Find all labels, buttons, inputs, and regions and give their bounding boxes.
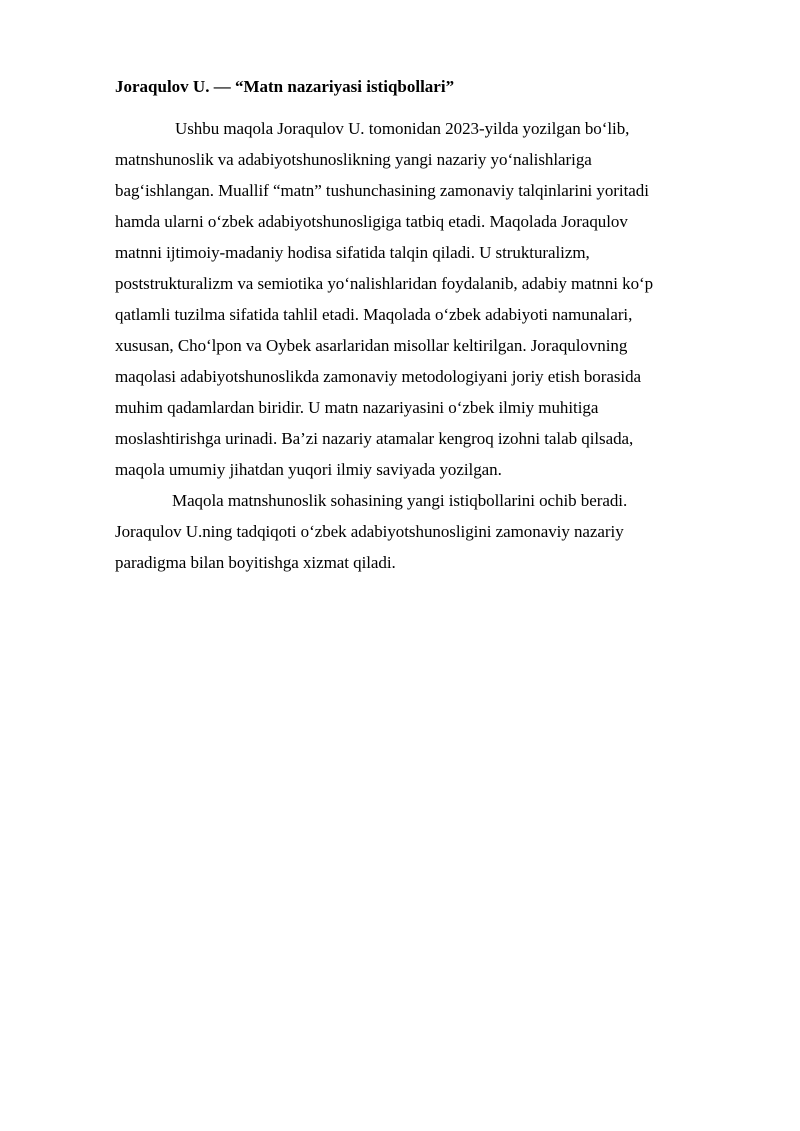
document-body [115, 74, 715, 578]
paragraph-line: Ushbu maqola Joraqulov U. tomonidan 2023-yilda yozilgan bo‘lib, [175, 119, 630, 138]
paragraph-line: xususan, Cho‘lpon va Oybek asarlaridan misollar keltirilgan. Joraqulovning [115, 336, 628, 355]
paragraph-1 [115, 113, 715, 485]
paragraph-line: bag‘ishlangan. Muallif “matn” tushunchasining zamonaviy talqinlarini yoritadi [115, 181, 649, 200]
paragraph-line: matnshunoslik va adabiyotshunoslikning yangi nazariy yo‘nalishlariga [115, 150, 592, 169]
document-title: Joraqulov U. — “Matn nazariyasi istiqbollari” [115, 77, 455, 96]
paragraph-line: Maqola matnshunoslik sohasining yangi istiqbollarini ochib beradi. [172, 491, 628, 510]
paragraph-line: maqolasi adabiyotshunoslikda zamonaviy metodologiyani joriy etish borasida [115, 367, 642, 386]
paragraph-line: poststrukturalizm va semiotika yo‘nalishlaridan foydalanib, adabiy matnni ko‘p [115, 274, 654, 293]
paragraph-line: maqola umumiy jihatdan yuqori ilmiy saviyada yozilgan. [115, 460, 502, 479]
paragraph-line: matnni ijtimoiy-madaniy hodisa sifatida talqin qiladi. U strukturalizm, [115, 243, 590, 262]
paragraph-line: moslashtirishga urinadi. Ba’zi nazariy atamalar kengroq izohni talab qilsada, [115, 429, 634, 448]
paragraph-line: qatlamli tuzilma sifatida tahlil etadi. Maqolada o‘zbek adabiyoti namunalari, [115, 305, 633, 324]
paragraph-line: hamda ularni o‘zbek adabiyotshunosligiga tatbiq etadi. Maqolada Joraqulov [115, 212, 628, 231]
paragraph-2 [115, 485, 715, 578]
paragraph-line: paradigma bilan boyitishga xizmat qiladi. [115, 553, 396, 572]
paragraph-line: Joraqulov U.ning tadqiqoti o‘zbek adabiyotshunosligini zamonaviy nazariy [115, 522, 624, 541]
paragraph-line: muhim qadamlardan biridir. U matn nazariyasini o‘zbek ilmiy muhitiga [115, 398, 599, 417]
